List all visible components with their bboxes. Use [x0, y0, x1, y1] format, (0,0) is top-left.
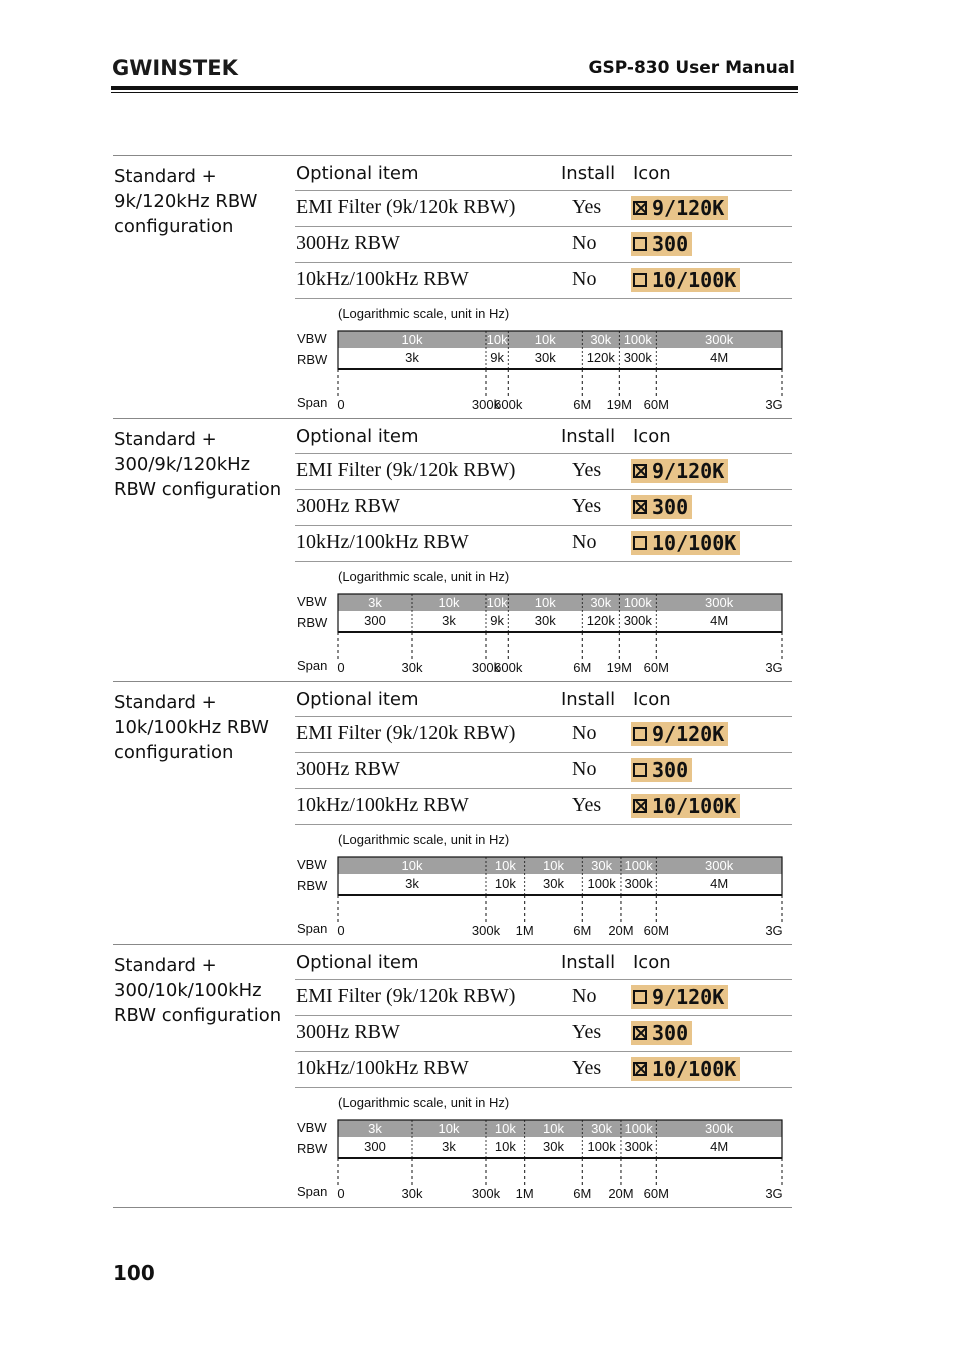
icon-label: 9/120K — [652, 985, 725, 1009]
header-optional-item: Optional item — [296, 163, 419, 184]
table-row — [295, 263, 792, 299]
table-row — [295, 526, 792, 562]
icon-label: 300 — [652, 232, 689, 256]
icon-label: 10/100K — [652, 268, 737, 292]
rbw-value: 4M — [710, 1139, 729, 1154]
checked-box-icon — [633, 464, 647, 478]
span-value: 300k — [471, 923, 501, 938]
option-icon-unchecked — [631, 985, 728, 1009]
span-value: 1M — [515, 923, 534, 938]
empty-box-icon — [633, 763, 647, 777]
span-value: 300k — [471, 660, 501, 675]
vbw-value: 300k — [705, 858, 734, 873]
span-value: 3G — [765, 397, 783, 412]
option-icon-checked — [631, 794, 740, 818]
span-value: 30k — [401, 660, 423, 675]
section-label: Standard + 300/9k/120kHz RBW configuration — [114, 429, 282, 500]
install-status: No — [572, 758, 597, 780]
table-header-row — [295, 682, 792, 717]
span-value: 30k — [401, 1186, 423, 1201]
option-name: 10kHz/100kHz RBW — [296, 794, 469, 816]
section-label: Standard + 300/10k/100kHz RBW configuration — [114, 955, 282, 1026]
vbw-value: 10k — [534, 595, 556, 610]
install-status: Yes — [572, 495, 602, 517]
rbw-axis-label: RBW — [297, 1141, 328, 1156]
manual-title: GSP-830 User Manual — [588, 58, 795, 78]
chart-caption: (Logarithmic scale, unit in Hz) — [338, 1095, 510, 1110]
config-section — [113, 944, 792, 1208]
table-row — [295, 1052, 792, 1088]
span-value: 3G — [765, 923, 783, 938]
rbw-value: 30k — [534, 613, 556, 628]
vbw-value: 300k — [705, 1121, 734, 1136]
icon-label: 10/100K — [652, 1057, 737, 1081]
rbw-axis-label: RBW — [297, 352, 328, 367]
rbw-value: 300k — [624, 1139, 653, 1154]
rbw-value: 300k — [623, 613, 652, 628]
span-value: 600k — [494, 660, 523, 675]
span-value: 3G — [765, 660, 783, 675]
rbw-value: 300k — [624, 876, 653, 891]
options-table — [295, 682, 792, 825]
icon-label: 9/120K — [652, 459, 725, 483]
rbw-value: 30k — [543, 876, 564, 891]
rbw-value: 9k — [490, 613, 504, 628]
option-icon-checked — [631, 1021, 692, 1045]
vbw-value: 10k — [438, 595, 460, 610]
checked-box-icon — [633, 1026, 647, 1040]
rbw-value: 9k — [490, 350, 504, 365]
rbw-value: 300 — [364, 1139, 386, 1154]
span-value: 1M — [515, 1186, 534, 1201]
table-row — [295, 789, 792, 825]
span-value: 19M — [606, 660, 632, 675]
bandwidth-chart — [295, 1092, 792, 1208]
header-install: Install — [561, 426, 616, 447]
empty-box-icon — [633, 536, 647, 550]
option-name: 300Hz RBW — [296, 1021, 400, 1043]
empty-box-icon — [633, 990, 647, 1004]
table-row — [295, 490, 792, 526]
icon-label: 300 — [652, 758, 689, 782]
table-row — [295, 980, 792, 1016]
vbw-value: 30k — [591, 1121, 613, 1136]
span-axis-label: Span — [297, 921, 328, 936]
table-row — [295, 717, 792, 753]
rbw-value: 120k — [586, 350, 615, 365]
icon-label: 300 — [652, 1021, 689, 1045]
header-icon: Icon — [633, 426, 671, 447]
rbw-value: 3k — [405, 876, 419, 891]
option-name: EMI Filter (9k/120k RBW) — [296, 196, 516, 218]
rbw-value: 30k — [534, 350, 556, 365]
span-value: 6M — [573, 1186, 592, 1201]
empty-box-icon — [633, 273, 647, 287]
option-icon-unchecked — [631, 531, 740, 555]
span-axis-label: Span — [297, 395, 328, 410]
brand-logo: GWINSTEK — [112, 56, 238, 80]
vbw-value: 30k — [590, 332, 612, 347]
span-value: 3G — [765, 1186, 783, 1201]
rbw-value: 4M — [710, 876, 729, 891]
install-status: No — [572, 232, 597, 254]
bandwidth-chart — [295, 829, 792, 945]
vbw-axis-label: VBW — [297, 1120, 327, 1135]
install-status: No — [572, 531, 597, 553]
vbw-value: 10k — [486, 595, 508, 610]
header-icon: Icon — [633, 952, 671, 973]
rbw-value: 100k — [587, 1139, 616, 1154]
span-axis-label: Span — [297, 1184, 328, 1199]
vbw-value: 100k — [623, 595, 652, 610]
option-icon-unchecked — [631, 722, 728, 746]
icon-label: 9/120K — [652, 196, 725, 220]
table-row — [295, 454, 792, 490]
span-value: 0 — [337, 397, 345, 412]
vbw-value: 30k — [591, 858, 613, 873]
option-icon-unchecked — [631, 758, 692, 782]
span-value: 20M — [608, 1186, 634, 1201]
table-row — [295, 227, 792, 263]
span-value: 0 — [337, 1186, 345, 1201]
header-optional-item: Optional item — [296, 952, 419, 973]
option-icon-checked — [631, 1057, 740, 1081]
span-value: 6M — [573, 660, 592, 675]
vbw-value: 10k — [494, 1121, 516, 1136]
install-status: Yes — [572, 459, 602, 481]
vbw-value: 30k — [590, 595, 612, 610]
rbw-value: 3k — [405, 350, 419, 365]
vbw-value: 10k — [543, 858, 564, 873]
vbw-value: 100k — [624, 1121, 653, 1136]
span-value: 300k — [471, 397, 501, 412]
chart-caption: (Logarithmic scale, unit in Hz) — [338, 306, 510, 321]
span-value: 60M — [643, 660, 669, 675]
rbw-axis-label: RBW — [297, 878, 328, 893]
header-rule — [111, 86, 798, 90]
span-value: 60M — [643, 923, 669, 938]
vbw-value: 10k — [543, 1121, 564, 1136]
config-section — [113, 155, 792, 419]
install-status: Yes — [572, 1057, 602, 1079]
header-install: Install — [561, 163, 616, 184]
config-section — [113, 418, 792, 682]
install-status: No — [572, 722, 597, 744]
header-install: Install — [561, 952, 616, 973]
rbw-value: 100k — [587, 876, 616, 891]
span-value: 19M — [606, 397, 632, 412]
span-value: 600k — [494, 397, 523, 412]
option-name: 10kHz/100kHz RBW — [296, 531, 469, 553]
rbw-value: 10k — [494, 1139, 516, 1154]
rbw-value: 10k — [494, 876, 516, 891]
span-value: 60M — [643, 1186, 669, 1201]
chart-caption: (Logarithmic scale, unit in Hz) — [338, 569, 510, 584]
rbw-value: 30k — [543, 1139, 564, 1154]
span-value: 300k — [471, 1186, 501, 1201]
table-header-row — [295, 419, 792, 454]
install-status: Yes — [572, 794, 602, 816]
options-table — [295, 419, 792, 562]
table-row — [295, 753, 792, 789]
option-name: 300Hz RBW — [296, 495, 400, 517]
rbw-value: 3k — [442, 1139, 456, 1154]
option-icon-checked — [631, 196, 728, 220]
span-value: 20M — [608, 923, 634, 938]
option-icon-unchecked — [631, 268, 740, 292]
vbw-value: 100k — [623, 332, 652, 347]
option-name: 300Hz RBW — [296, 232, 400, 254]
header-optional-item: Optional item — [296, 689, 419, 710]
install-status: No — [572, 985, 597, 1007]
checked-box-icon — [633, 1062, 647, 1076]
option-name: EMI Filter (9k/120k RBW) — [296, 459, 516, 481]
rbw-value: 300k — [623, 350, 652, 365]
vbw-value: 300k — [705, 332, 734, 347]
rbw-axis-label: RBW — [297, 615, 328, 630]
install-status: Yes — [572, 1021, 602, 1043]
vbw-value: 10k — [494, 858, 516, 873]
option-icon-checked — [631, 459, 728, 483]
span-value: 60M — [643, 397, 669, 412]
options-table — [295, 945, 792, 1088]
option-name: 10kHz/100kHz RBW — [296, 268, 469, 290]
page-number: 100 — [113, 1261, 155, 1285]
empty-box-icon — [633, 237, 647, 251]
span-value: 6M — [573, 397, 592, 412]
section-label: Standard + 9k/120kHz RBW configuration — [114, 166, 258, 237]
option-icon-checked — [631, 495, 692, 519]
empty-box-icon — [633, 727, 647, 741]
span-axis-label: Span — [297, 658, 328, 673]
option-name: 10kHz/100kHz RBW — [296, 1057, 469, 1079]
table-header-row — [295, 945, 792, 980]
span-value: 6M — [573, 923, 592, 938]
rbw-value: 120k — [586, 613, 615, 628]
rbw-value: 3k — [442, 613, 456, 628]
icon-label: 9/120K — [652, 722, 725, 746]
config-section — [113, 681, 792, 945]
icon-label: 10/100K — [652, 531, 737, 555]
vbw-value: 10k — [401, 332, 423, 347]
options-table — [295, 156, 792, 299]
option-icon-unchecked — [631, 232, 692, 256]
vbw-value: 10k — [486, 332, 508, 347]
bandwidth-chart — [295, 303, 792, 419]
header-icon: Icon — [633, 689, 671, 710]
checked-box-icon — [633, 201, 647, 215]
header-optional-item: Optional item — [296, 426, 419, 447]
table-row — [295, 1016, 792, 1052]
vbw-axis-label: VBW — [297, 331, 327, 346]
vbw-value: 3k — [368, 1121, 382, 1136]
install-status: Yes — [572, 196, 602, 218]
header-icon: Icon — [633, 163, 671, 184]
table-row — [295, 191, 792, 227]
vbw-value: 10k — [401, 858, 423, 873]
section-label: Standard + 10k/100kHz RBW configuration — [114, 692, 269, 763]
icon-label: 300 — [652, 495, 689, 519]
vbw-value: 10k — [534, 332, 556, 347]
checked-box-icon — [633, 500, 647, 514]
bandwidth-chart — [295, 566, 792, 682]
rbw-value: 4M — [710, 613, 729, 628]
install-status: No — [572, 268, 597, 290]
vbw-value: 3k — [368, 595, 382, 610]
vbw-axis-label: VBW — [297, 857, 327, 872]
vbw-value: 100k — [624, 858, 653, 873]
option-name: 300Hz RBW — [296, 758, 400, 780]
rbw-value: 4M — [710, 350, 729, 365]
header-install: Install — [561, 689, 616, 710]
vbw-axis-label: VBW — [297, 594, 327, 609]
rbw-value: 300 — [364, 613, 386, 628]
span-value: 0 — [337, 660, 345, 675]
option-name: EMI Filter (9k/120k RBW) — [296, 985, 516, 1007]
header-rule-thin — [111, 92, 798, 93]
checked-box-icon — [633, 799, 647, 813]
span-value: 0 — [337, 923, 345, 938]
option-name: EMI Filter (9k/120k RBW) — [296, 722, 516, 744]
vbw-value: 10k — [438, 1121, 460, 1136]
chart-caption: (Logarithmic scale, unit in Hz) — [338, 832, 510, 847]
icon-label: 10/100K — [652, 794, 737, 818]
table-header-row — [295, 156, 792, 191]
vbw-value: 300k — [705, 595, 734, 610]
